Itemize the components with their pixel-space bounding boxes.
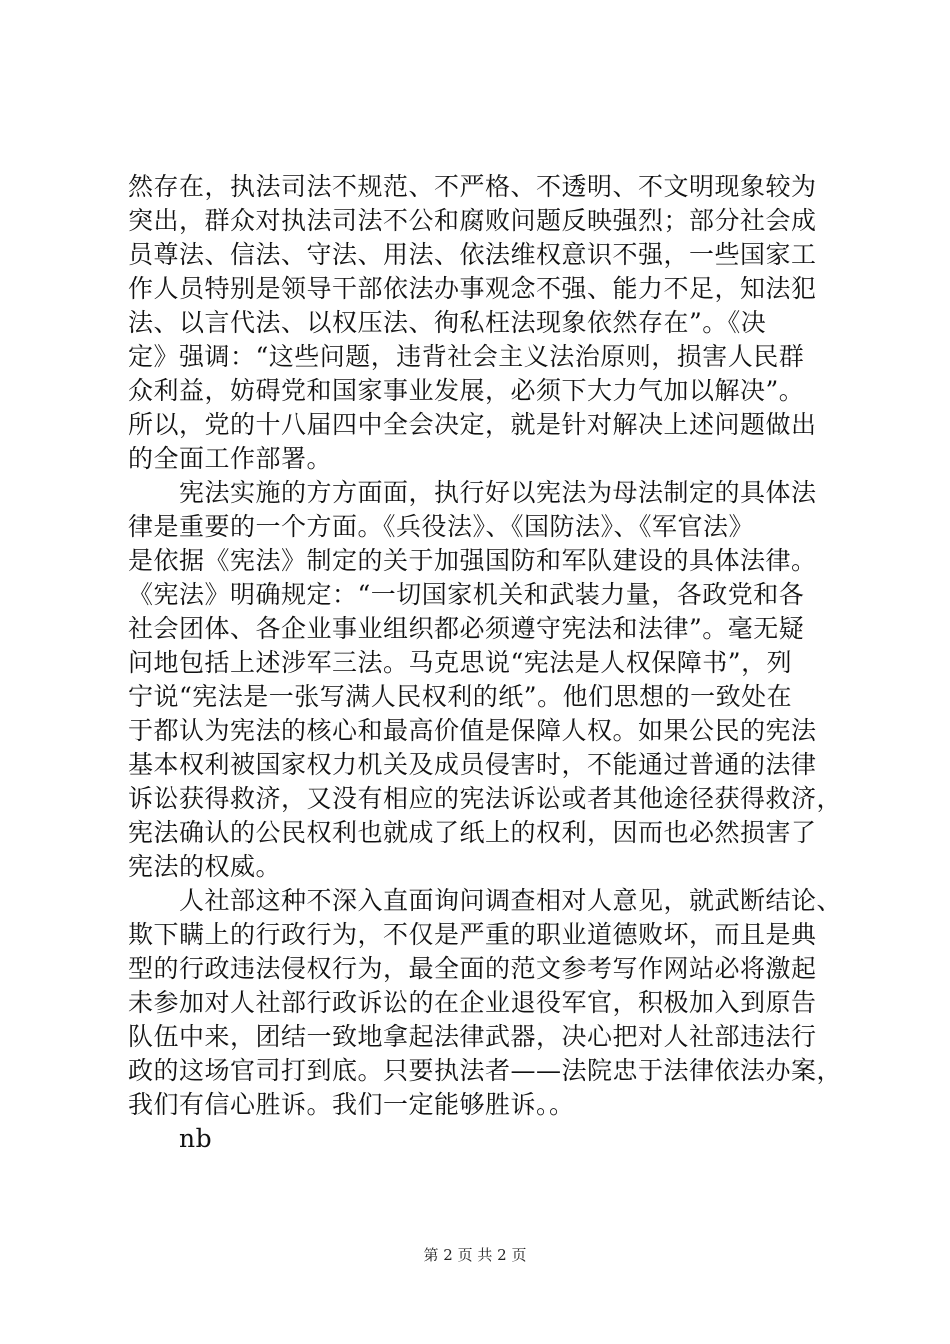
text-line: nb xyxy=(128,1124,213,1153)
page-footer xyxy=(0,1244,950,1265)
text-line: 法、以言代法、以权压法、徇私枉法现象依然存在”。《决 xyxy=(128,308,767,337)
document-body xyxy=(128,170,843,1156)
text-line: 律是重要的一个方面。《兵役法》、《国防法》、《军官法》 xyxy=(128,512,755,541)
text-line: 宪法的权威。 xyxy=(128,852,282,881)
page-number-label: 第 2 页 共 2 页 xyxy=(423,1246,527,1264)
text-line: 社会团体、各企业事业组织都必须遵守宪法和法律”。毫无疑 xyxy=(128,614,805,643)
text-line: 政的这场官司打到底。只要执法者——法院忠于法律依法办案， xyxy=(128,1056,843,1085)
text-line: 诉讼获得救济，又没有相应的宪法诉讼或者其他途径获得救济， xyxy=(128,784,843,813)
text-line: 所以，党的十八届四中全会决定，就是针对解决上述问题做出 xyxy=(128,410,817,439)
text-line: 是依据《宪法》制定的关于加强国防和军队建设的具体法律。 xyxy=(128,546,817,575)
text-line: 的全面工作部署。 xyxy=(128,444,333,473)
text-line: 问地包括上述涉军三法。马克思说“宪法是人权保障书”，列 xyxy=(128,648,793,677)
text-line: 宪法实施的方方面面，执行好以宪法为母法制定的具体法 xyxy=(128,478,817,507)
text-line: 于都认为宪法的核心和最高价值是保障人权。如果公民的宪法 xyxy=(128,716,817,745)
text-line: 定》强调：“这些问题，违背社会主义法治原则，损害人民群 xyxy=(128,342,805,371)
text-line: 欺下瞒上的行政行为，不仅是严重的职业道德败坏，而且是典 xyxy=(128,920,817,949)
text-line: 员尊法、信法、守法、用法、依法维权意识不强，一些国家工 xyxy=(128,240,817,269)
text-line: 突出，群众对执法司法不公和腐败问题反映强烈；部分社会成 xyxy=(128,206,817,235)
text-line: 众利益，妨碍党和国家事业发展，必须下大力气加以解决”。 xyxy=(128,376,805,405)
text-line: 《宪法》明确规定：“一切国家机关和武装力量，各政党和各 xyxy=(128,580,805,609)
text-line: 队伍中来，团结一致地拿起法律武器，决心把对人社部违法行 xyxy=(128,1022,817,1051)
text-line: 宁说“宪法是一张写满人民权利的纸”。他们思想的一致处在 xyxy=(128,682,793,711)
text-line: 宪法确认的公民权利也就成了纸上的权利，因而也必然损害了 xyxy=(128,818,817,847)
text-line: 基本权利被国家权力机关及成员侵害时，不能通过普通的法律 xyxy=(128,750,817,779)
text-line: 我们有信心胜诉。我们一定能够胜诉。。 xyxy=(128,1090,575,1119)
text-line: 然存在，执法司法不规范、不严格、不透明、不文明现象较为 xyxy=(128,172,817,201)
text-line: 型的行政违法侵权行为，最全面的范文参考写作网站必将激起 xyxy=(128,954,817,983)
text-line: 作人员特别是领导干部依法办事观念不强、能力不足，知法犯 xyxy=(128,274,817,303)
text-line: 人社部这种不深入直面询问调查相对人意见，就武断结论、 xyxy=(128,886,843,915)
text-line: 未参加对人社部行政诉讼的在企业退役军官，积极加入到原告 xyxy=(128,988,817,1017)
